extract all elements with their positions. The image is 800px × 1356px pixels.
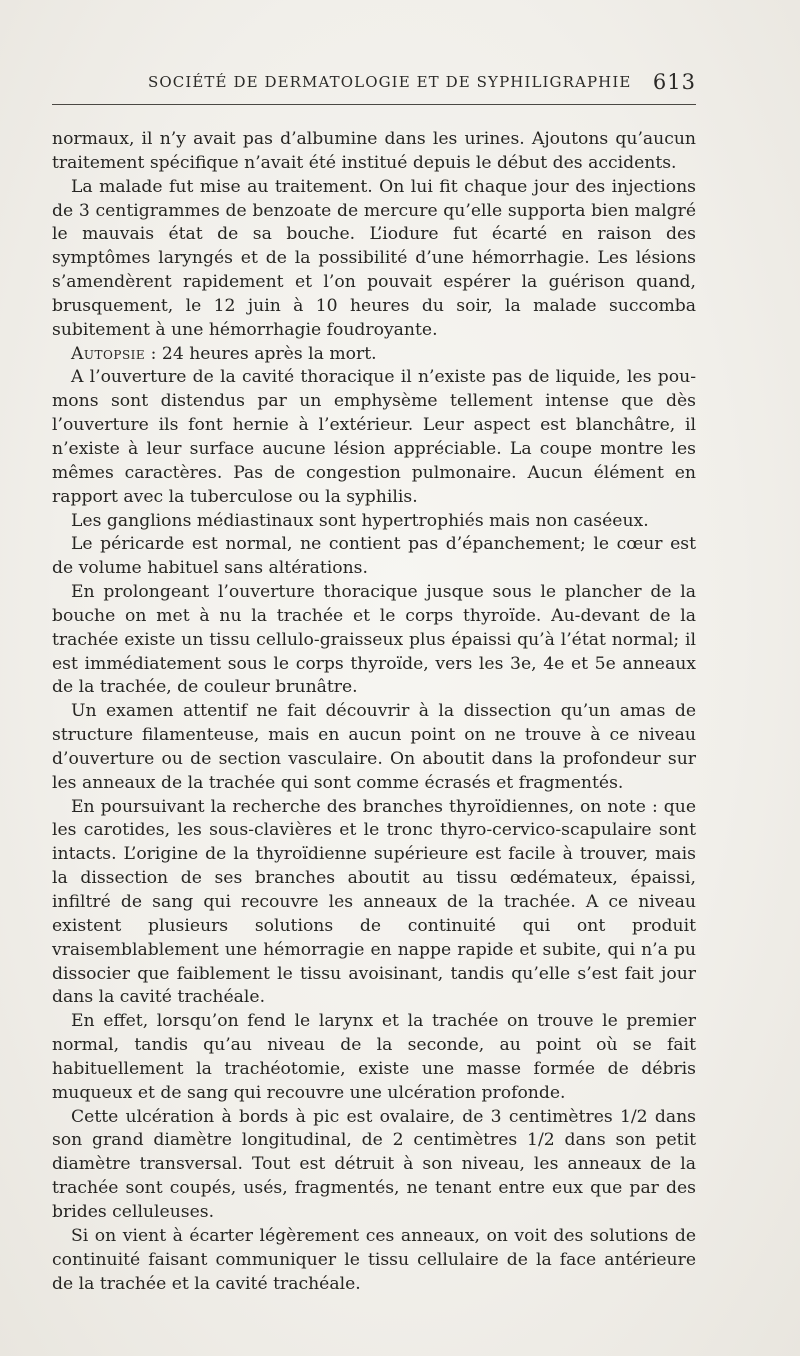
paragraph: Si on vient à écarter légèrement ces anneaux, on voit des solutions de continuité faisant communiquer le tissu cellulaire de la face antérieure de la trachée et la cavité trachéale. (52, 1225, 696, 1294)
page-number: 613 (652, 70, 696, 94)
paragraph: En poursuivant la recherche des branches thyroïdiennes, on note : que les carotides, les sous-clavières et le tronc thyro-cervico-scapulaire sont intacts. L’origine de la thyroïdienne supérieure est facile à trouver, mais la dissection de ses branches aboutit au tissu œdémateux, épaissi, infiltré de sang qui recouvre les anneaux de la trachée. A ce niveau existent plusieurs solutions de continuité qui ont produit vraisemblablement une hémorragie en nappe rapide et subite, qui n’a pu dissocier que faiblement le tissu avoisinant, tandis qu’elle s’est fait jour dans la cavité trachéale. (52, 796, 696, 1008)
paragraph: Le péricarde est normal, ne contient pas d’épanchement; le cœur est de volume habituel sans altérations. (52, 534, 696, 579)
paragraph: A l’ouverture de la cavité thoracique il n’existe pas de liquide, les poumons sont distendus par un emphysème tellement intense que dès l’ouverture ils font hernie à l’extérieur. Leur aspect est blanchâtre, il n’existe à leur surface aucune lésion appréciable. La coupe montre les mêmes caractères. Pas de congestion pulmonaire. Aucun élément en rapport avec la tuberculose ou la syphilis. (52, 367, 696, 507)
paragraph: La malade fut mise au traitement. On lui fit chaque jour des injections de 3 centigrammes de benzoate de mercure qu’elle supporta bien malgré le mauvais état de sa bouche. L’iodure fut écarté en raison des symptômes laryngés et de la possibilité d’une hémorrhagie. Les lésions s’amendèrent rapidement et l’on pouvait espérer la guérison quand, brusquement, le 12 juin à 10 heures du soir, la malade succomba subitement à une hémorrhagie foudroyante. (52, 176, 696, 340)
paragraph: En effet, lorsqu’on fend le larynx et la trachée on trouve le premier normal, tandis qu’au niveau de la seconde, au point où se fait habituellement la trachéotomie, existe une masse formée de débris muqueux et de sang qui recouvre une ulcération profonde. (52, 1011, 696, 1103)
body-text (52, 128, 696, 1296)
paragraph: Un examen attentif ne fait découvrir à la dissection qu’un amas de structure filamenteuse, mais en aucun point on ne trouve à ce niveau d’ouverture ou de section vasculaire. On aboutit dans la profondeur sur les anneaux de la trachée qui sont comme écrasés et fragmentés. (52, 701, 696, 793)
paragraph: En prolongeant l’ouverture thoracique jusque sous le plancher de la bouche on met à nu la trachée et le corps thyroïde. Au-devant de la trachée existe un tissu cellulo-graisseux plus épaissi qu’à l’état normal; il est immédiatement sous le corps thyroïde, vers les 3e, 4e et 5e anneaux de la trachée, de couleur brunâtre. (52, 582, 696, 698)
paragraph: Les ganglions médiastinaux sont hypertrophiés mais non caséeux. (71, 510, 649, 531)
autopsy-label: Autopsie (71, 343, 146, 364)
header-rule (52, 104, 696, 105)
running-title: SOCIÉTÉ DE DERMATOLOGIE ET DE SYPHILIGRAPHIE (148, 73, 632, 91)
paragraph: normaux, il n’y avait pas d’albumine dans les urines. Ajoutons qu’aucun traitement spécifique n’avait été institué depuis le début des accidents. (52, 129, 696, 173)
paragraph: Cette ulcération à bords à pic est ovalaire, de 3 centimètres 1/2 dans son grand diamètre longitudinal, de 2 centimètres 1/2 dans son petit diamètre transversal. Tout est détruit à son niveau, les anneaux de la trachée sont coupés, usés, fragmentés, ne tenant entre eux que par des brides celluleuses. (52, 1106, 696, 1222)
autopsy-paragraph (52, 343, 696, 367)
running-header (52, 70, 696, 97)
autopsy-text: : 24 heures après la mort. (145, 343, 377, 364)
